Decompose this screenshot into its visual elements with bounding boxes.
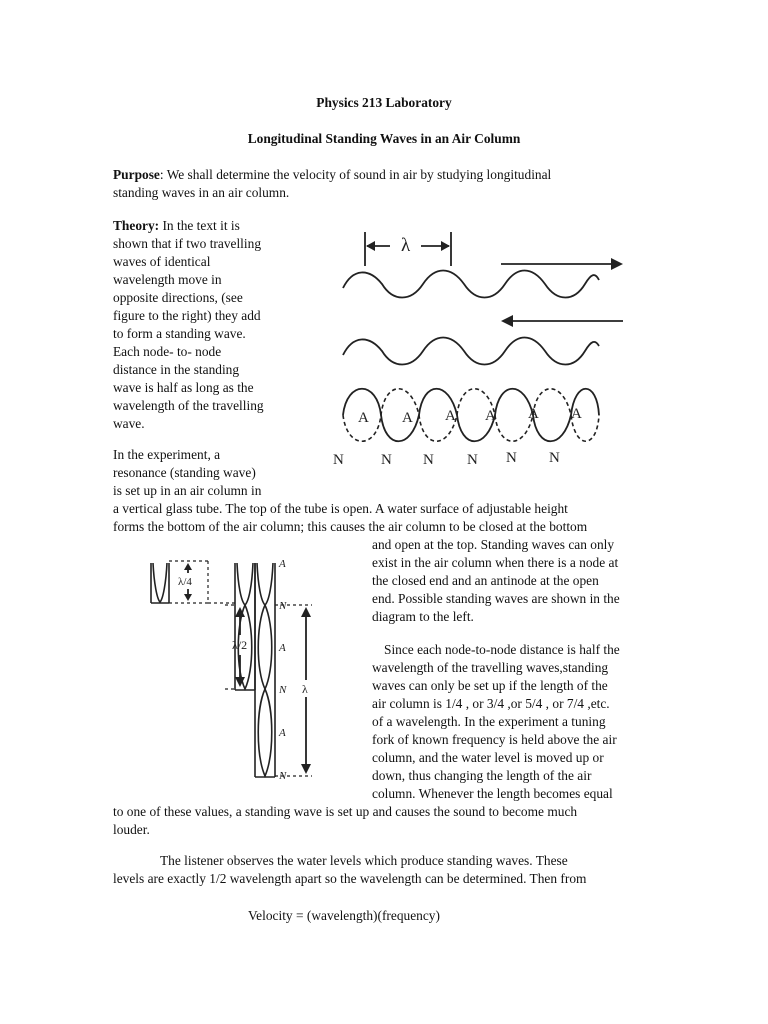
right-col-line: exist in the air column when there is a node at	[372, 555, 619, 570]
experiment-line: forms the bottom of the air column; this causes the air column to be closed at the bottom	[113, 519, 588, 534]
node-label: N	[333, 452, 344, 468]
since-line: of a wavelength. In the experiment a tuning	[372, 714, 606, 729]
experiment-line: In the experiment, a	[113, 447, 221, 462]
antinode-label: A	[279, 642, 286, 654]
experiment-line: is set up in an air column in	[113, 483, 262, 498]
antinode-label: A	[402, 410, 413, 426]
node-label: N	[467, 452, 478, 468]
quarter-wavelength-label: λ/4	[178, 576, 192, 588]
antinode-label: A	[528, 406, 539, 422]
theory-line: Each node- to- node	[113, 344, 222, 359]
theory-line: wave.	[113, 416, 145, 431]
listener-line: The listener observes the water levels which produce standing waves. These	[160, 853, 568, 868]
purpose-label: Purpose	[113, 167, 160, 182]
since-line: column, and the water level is moved up or	[372, 750, 604, 765]
full-line: to one of these values, a standing wave is set up and causes the sound to become much	[113, 804, 578, 819]
antinode-label: A	[358, 410, 369, 426]
node-label: N	[506, 450, 517, 466]
antinode-label: A	[279, 727, 286, 739]
experiment-line: resonance (standing wave)	[113, 465, 256, 480]
page-title: Longitudinal Standing Waves in an Air Column	[247, 131, 521, 146]
theory-line: to form a standing wave.	[113, 326, 246, 341]
node-label: N	[279, 600, 287, 612]
travelling-wave-right	[343, 271, 599, 298]
theory-line: waves of identical	[113, 254, 211, 269]
travelling-wave-left	[343, 338, 599, 365]
full-line: louder.	[113, 822, 150, 837]
right-col-line: and open at the top. Standing waves can only	[372, 537, 615, 552]
purpose-line-2: standing waves in an air column.	[113, 185, 290, 200]
tube-2-wave	[237, 563, 253, 605]
course-title: Physics 213 Laboratory	[316, 95, 452, 110]
listener-line: levels are exactly 1/2 wavelength apart so the wavelength can be determined. Then from	[113, 871, 587, 886]
since-line: down, thus changing the length of the air	[372, 768, 592, 783]
since-line: fork of known frequency is held above the air	[372, 732, 617, 747]
theory-line-1	[113, 217, 240, 235]
purpose-text: : We shall determine the velocity of sound in air by studying longitudinal	[159, 167, 552, 182]
wavelength-label: λ	[302, 682, 308, 696]
antinode-label: A	[485, 408, 496, 424]
tube-1-wave	[153, 563, 167, 602]
since-line: waves can only be set up if the length of the	[372, 678, 608, 693]
half-wavelength-label: λ/2	[232, 638, 248, 652]
purpose-line-1	[113, 166, 551, 184]
experiment-line: a vertical glass tube. The top of the tube is open. A water surface of adjustable height	[113, 501, 568, 516]
right-col-line: end. Possible standing waves are shown in the	[372, 591, 620, 606]
tube-3-wave	[258, 689, 272, 776]
theory-line: figure to the right) they add	[113, 308, 261, 323]
lambda-label: λ	[401, 235, 411, 256]
standing-wave-dashed	[343, 389, 599, 442]
antinode-label: A	[571, 406, 582, 422]
right-col-line: diagram to the left.	[372, 609, 474, 624]
theory-line: wavelength move in	[113, 272, 222, 287]
theory-line: wavelength of the travelling	[113, 398, 264, 413]
antinode-label: A	[279, 558, 286, 570]
node-label: N	[549, 450, 560, 466]
tube-3-wave	[258, 605, 272, 689]
node-label: N	[279, 684, 287, 696]
node-label: N	[381, 452, 392, 468]
air-column-figure	[140, 555, 340, 790]
antinode-label: A	[445, 408, 456, 424]
node-label: N	[279, 770, 287, 782]
since-line: air column is 1/4 , or 3/4 ,or 5/4 , or 7/4 ,etc.	[372, 696, 610, 711]
since-line: column. Whenever the length becomes equal	[372, 786, 613, 801]
theory-line: distance in the standing	[113, 362, 240, 377]
node-label: N	[423, 452, 434, 468]
theory-text: In the text it is	[159, 218, 240, 233]
right-col-line: the closed end and an antinode at the open	[372, 573, 599, 588]
velocity-equation: Velocity = (wavelength)(frequency)	[248, 908, 440, 923]
since-line: Since each node-to-node distance is half the	[384, 642, 620, 657]
theory-line: opposite directions, (see	[113, 290, 243, 305]
tube-3-wave	[257, 563, 273, 605]
since-line: wavelength of the travelling waves,standing	[372, 660, 609, 675]
theory-line: wave is half as long as the	[113, 380, 254, 395]
theory-label: Theory:	[113, 218, 160, 233]
theory-line: shown that if two travelling	[113, 236, 262, 251]
standing-wave-figure	[325, 220, 635, 470]
